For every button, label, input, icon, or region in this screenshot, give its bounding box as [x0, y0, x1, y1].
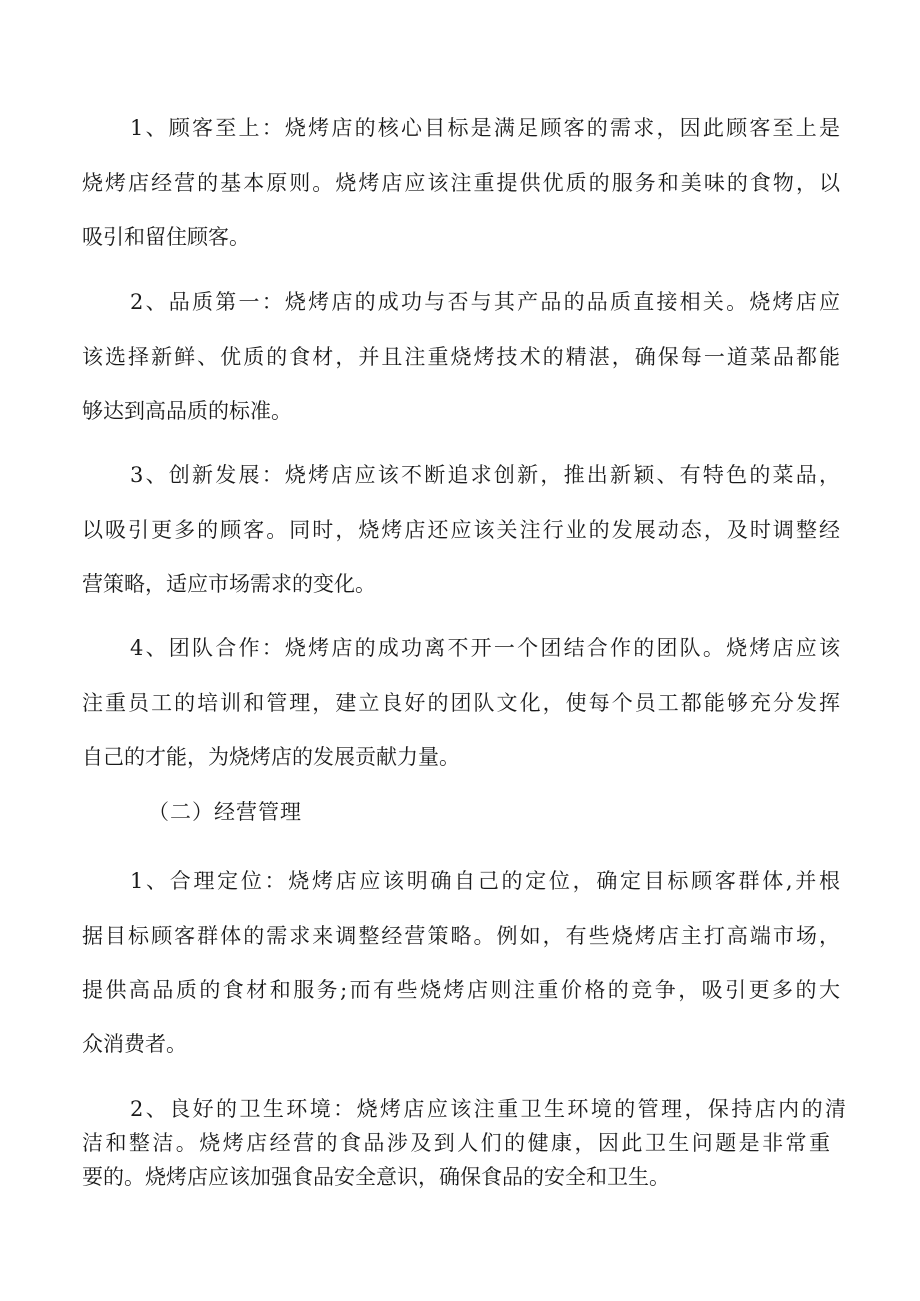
paragraph-line: 自己的才能，为烧烤店的发展贡献力量。	[82, 745, 460, 769]
paragraph-line: 以吸引更多的顾客。同时，烧烤店还应该关注行业的发展动态，及时调整经	[82, 518, 840, 542]
paragraph-line: 提供高品质的食材和服务;而有些烧烤店则注重价格的竞争，吸引更多的大	[82, 978, 840, 1002]
paragraph-line: 吸引和留住顾客。	[82, 225, 250, 249]
paragraph-line: 要的。烧烤店应该加强食品安全意识，确保食品的安全和卫生。	[82, 1165, 670, 1189]
paragraph-line: 2、品质第一：烧烤店的成功与否与其产品的品质直接相关。烧烤店应	[130, 290, 840, 314]
paragraph-line: 2、良好的卫生环境：烧烤店应该注重卫生环境的管理，保持店内的清	[130, 1097, 846, 1121]
paragraph-line: 营策略，适应市场需求的变化。	[82, 572, 376, 596]
paragraph-line: 洁和整洁。烧烤店经营的食品涉及到人们的健康，因此卫生问题是非常重	[82, 1131, 830, 1155]
paragraph-line: 众消费者。	[82, 1032, 187, 1056]
paragraph-line: 该选择新鲜、优质的食材，并且注重烧烤技术的精湛，确保每一道菜品都能	[82, 345, 840, 369]
section-heading: （二）经营管理	[148, 800, 302, 824]
paragraph-line: 4、团队合作：烧烤店的成功离不开一个团结合作的团队。烧烤店应该	[130, 636, 840, 660]
paragraph-line: 够达到高品质的标准。	[82, 399, 292, 423]
paragraph-line: 1、顾客至上：烧烤店的核心目标是满足顾客的需求，因此顾客至上是	[130, 116, 840, 140]
paragraph-line: 1、合理定位：烧烤店应该明确自己的定位，确定目标顾客群体,并根	[130, 869, 840, 893]
paragraph-line: 据目标顾客群体的需求来调整经营策略。例如，有些烧烤店主打高端市场，	[82, 924, 840, 948]
paragraph-line: 烧烤店经营的基本原则。烧烤店应该注重提供优质的服务和美味的食物，以	[82, 171, 840, 195]
paragraph-line: 注重员工的培训和管理，建立良好的团队文化，使每个员工都能够充分发挥	[82, 691, 840, 715]
paragraph-line: 3、创新发展：烧烤店应该不断追求创新，推出新颖、有特色的菜品，	[130, 463, 840, 487]
